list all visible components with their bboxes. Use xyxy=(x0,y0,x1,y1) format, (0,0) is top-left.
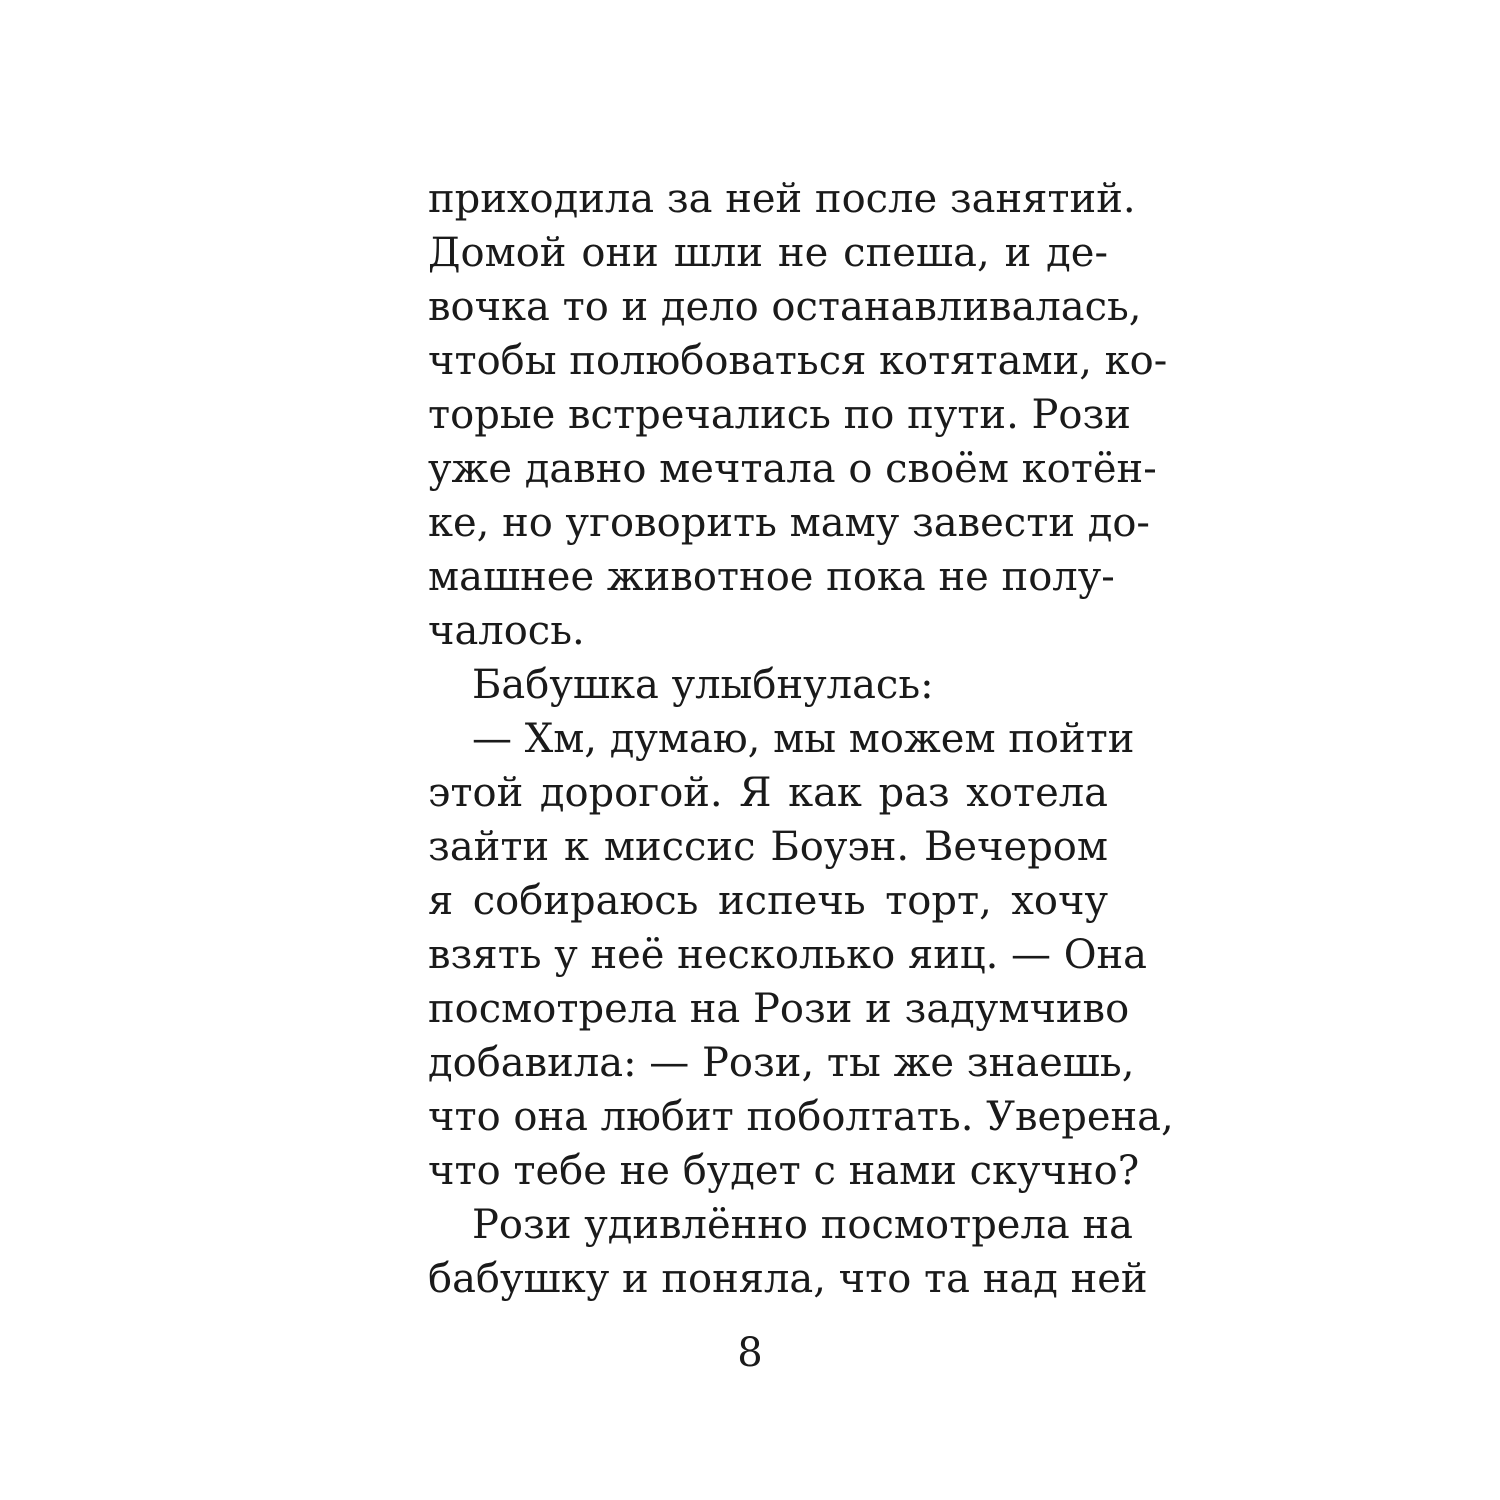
text-line: Домой они шли не спеша, и де- xyxy=(428,230,1108,276)
text-line: Рози удивлённо посмотрела на xyxy=(472,1202,1133,1248)
text-line: — Хм, думаю, мы можем пойти xyxy=(472,716,1135,762)
text-line: взять у неё несколько яиц. — Она xyxy=(428,932,1148,978)
text-line: чалось. xyxy=(428,608,585,654)
text-line: вочка то и дело останавливалась, xyxy=(428,284,1142,330)
text-line: Бабушка улыбнулась: xyxy=(472,662,934,708)
text-line: этой дорогой. Я как раз хотела xyxy=(428,770,1108,816)
text-line: посмотрела на Рози и задумчиво xyxy=(428,986,1130,1032)
page-number: 8 xyxy=(737,1330,763,1376)
body-text xyxy=(428,172,1174,1306)
text-line: что она любит поболтать. Уверена, xyxy=(428,1094,1174,1140)
text-line: я собираюсь испечь торт, хочу xyxy=(428,878,1108,924)
text-line: ке, но уговорить маму завести до- xyxy=(428,500,1150,546)
text-line: уже давно мечтала о своём котён- xyxy=(428,446,1157,492)
text-line: чтобы полюбоваться котятами, ко- xyxy=(428,338,1168,384)
text-line: приходила за ней после занятий. xyxy=(428,176,1136,222)
text-line: что тебе не будет с нами скучно? xyxy=(428,1148,1140,1194)
text-line: зайти к миссис Боуэн. Вечером xyxy=(428,824,1108,870)
text-line: добавила: — Рози, ты же знаешь, xyxy=(428,1040,1135,1086)
text-line: торые встречались по пути. Рози xyxy=(428,392,1131,438)
text-line: машнее животное пока не полу- xyxy=(428,554,1115,600)
text-line: бабушку и поняла, что та над ней xyxy=(428,1256,1148,1302)
